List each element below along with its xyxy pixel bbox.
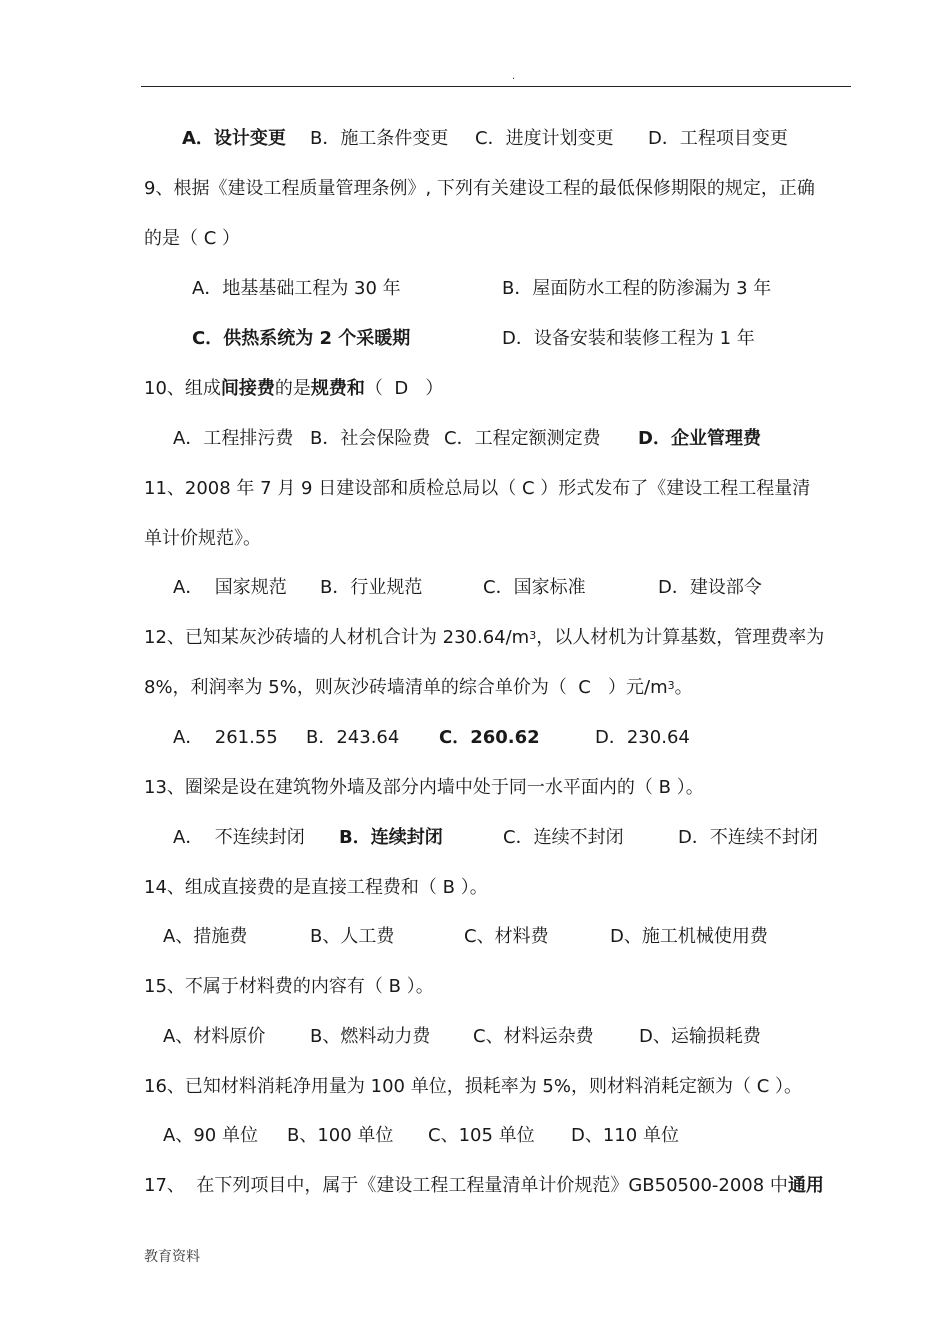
q12-option-a: A． 261.55 <box>173 727 278 748</box>
q12-option-b: B．243.64 <box>306 727 400 748</box>
q9-option-d: D．设备安装和装修工程为 1 年 <box>502 328 755 349</box>
q11-stem-line2: 单计价规范》。 <box>144 528 261 549</box>
q13-option-b: B．连续封闭 <box>339 827 443 848</box>
q12-stem-2a: 8%，利润率为 5%，则灰沙砖墙清单的综合单价为（ C ）元/m <box>144 677 668 698</box>
q8-option-a: A．设计变更 <box>182 128 286 149</box>
q15-option-b: B、燃料动力费 <box>310 1026 431 1047</box>
q10-stem-pre: 10、组成 <box>144 378 221 399</box>
q16-option-c: C、105 单位 <box>428 1125 535 1146</box>
q13-option-a: A． 不连续封闭 <box>173 827 305 848</box>
q11-stem-line1: 11、2008 年 7 月 9 日建设部和质检总局以（ C ）形式发布了《建设工程工程量清 <box>144 478 811 499</box>
q15-option-a: A、材料原价 <box>163 1026 266 1047</box>
q16-stem: 16、已知材料消耗净用量为 100 单位，损耗率为 5%，则材料消耗定额为（ C ）。 <box>144 1076 802 1097</box>
q14-option-a: A、措施费 <box>163 926 248 947</box>
q14-stem: 14、组成直接费的是直接工程费和（ B ）。 <box>144 877 488 898</box>
q12-stem-line1 <box>144 626 824 650</box>
q10-option-b: B．社会保险费 <box>310 428 431 449</box>
q10-stem-mid: 的是 <box>274 378 311 399</box>
q11-option-b: B．行业规范 <box>320 577 423 598</box>
q12-stem-1b: ，以人材机为计算基数，管理费率为 <box>536 627 825 648</box>
q10-stem-bold1: 间接费 <box>220 378 275 399</box>
q9-option-b: B．屋面防水工程的防渗漏为 3 年 <box>502 278 772 299</box>
q12-stem-line2 <box>144 676 693 700</box>
q12-option-d: D．230.64 <box>595 727 690 748</box>
q10-stem <box>144 377 443 401</box>
q10-option-d: D．企业管理费 <box>638 428 761 449</box>
q16-option-a: A、90 单位 <box>163 1125 258 1146</box>
q14-options <box>0 925 950 949</box>
q9-stem-line2: 的是（ C ） <box>144 228 241 249</box>
q8-option-b: B．施工条件变更 <box>310 128 449 149</box>
q15-options <box>0 1025 950 1049</box>
q14-option-c: C、材料费 <box>464 926 549 947</box>
header-dot: . <box>512 71 516 82</box>
q13-option-d: D．不连续不封闭 <box>678 827 818 848</box>
q12-options <box>0 726 950 750</box>
q17-stem-bold: 通用 <box>787 1175 824 1196</box>
q10-options <box>0 427 950 451</box>
q15-option-d: D、运输损耗费 <box>639 1026 761 1047</box>
q16-option-d: D、110 单位 <box>571 1125 679 1146</box>
q8-options <box>0 127 950 151</box>
q12-option-c: C．260.62 <box>439 727 540 748</box>
q9-stem-line1: 9、根据《建设工程质量管理条例》, 下列有关建设工程的最低保修期限的规定，正确 <box>144 178 815 199</box>
q9-option-a: A．地基基础工程为 30 年 <box>192 278 401 299</box>
q9-option-c: C．供热系统为 2 个采暖期 <box>192 328 411 349</box>
q10-option-a: A．工程排污费 <box>173 428 294 449</box>
q15-option-c: C、材料运杂费 <box>473 1026 594 1047</box>
q16-options <box>0 1124 950 1148</box>
q10-stem-post: （ D ） <box>364 378 444 399</box>
q11-option-a: A． 国家规范 <box>173 577 287 598</box>
q17-stem-text: 17、 在下列项目中，属于《建设工程工程量清单计价规范》GB50500-2008 中 <box>144 1175 788 1196</box>
q10-stem-bold2: 规费和 <box>310 378 365 399</box>
q11-options <box>0 576 950 600</box>
q12-stem-1a: 12、已知某灰沙砖墙的人材机合计为 230.64/m <box>144 627 530 648</box>
q10-option-c: C．工程定额测定费 <box>444 428 601 449</box>
q13-stem: 13、圈梁是设在建筑物外墙及部分内墙中处于同一水平面内的（ B ）。 <box>144 777 704 798</box>
q13-option-c: C．连续不封闭 <box>503 827 624 848</box>
q8-option-d: D．工程项目变更 <box>648 128 788 149</box>
q11-option-c: C．国家标准 <box>483 577 586 598</box>
q11-option-d: D．建设部令 <box>658 577 762 598</box>
q13-options <box>0 826 950 850</box>
q12-stem-2sup: 3 <box>667 679 675 692</box>
footer-label: 教育资料 <box>144 1249 200 1265</box>
q8-option-c: C．进度计划变更 <box>475 128 614 149</box>
q12-stem-1sup: 3 <box>529 629 537 642</box>
q12-stem-2b: 。 <box>674 677 693 698</box>
q14-option-d: D、施工机械使用费 <box>610 926 768 947</box>
q14-option-b: B、人工费 <box>310 926 395 947</box>
q16-option-b: B、100 单位 <box>287 1125 394 1146</box>
header-rule <box>141 86 851 87</box>
q15-stem: 15、不属于材料费的内容有（ B ）。 <box>144 976 434 997</box>
q17-stem <box>144 1174 824 1198</box>
